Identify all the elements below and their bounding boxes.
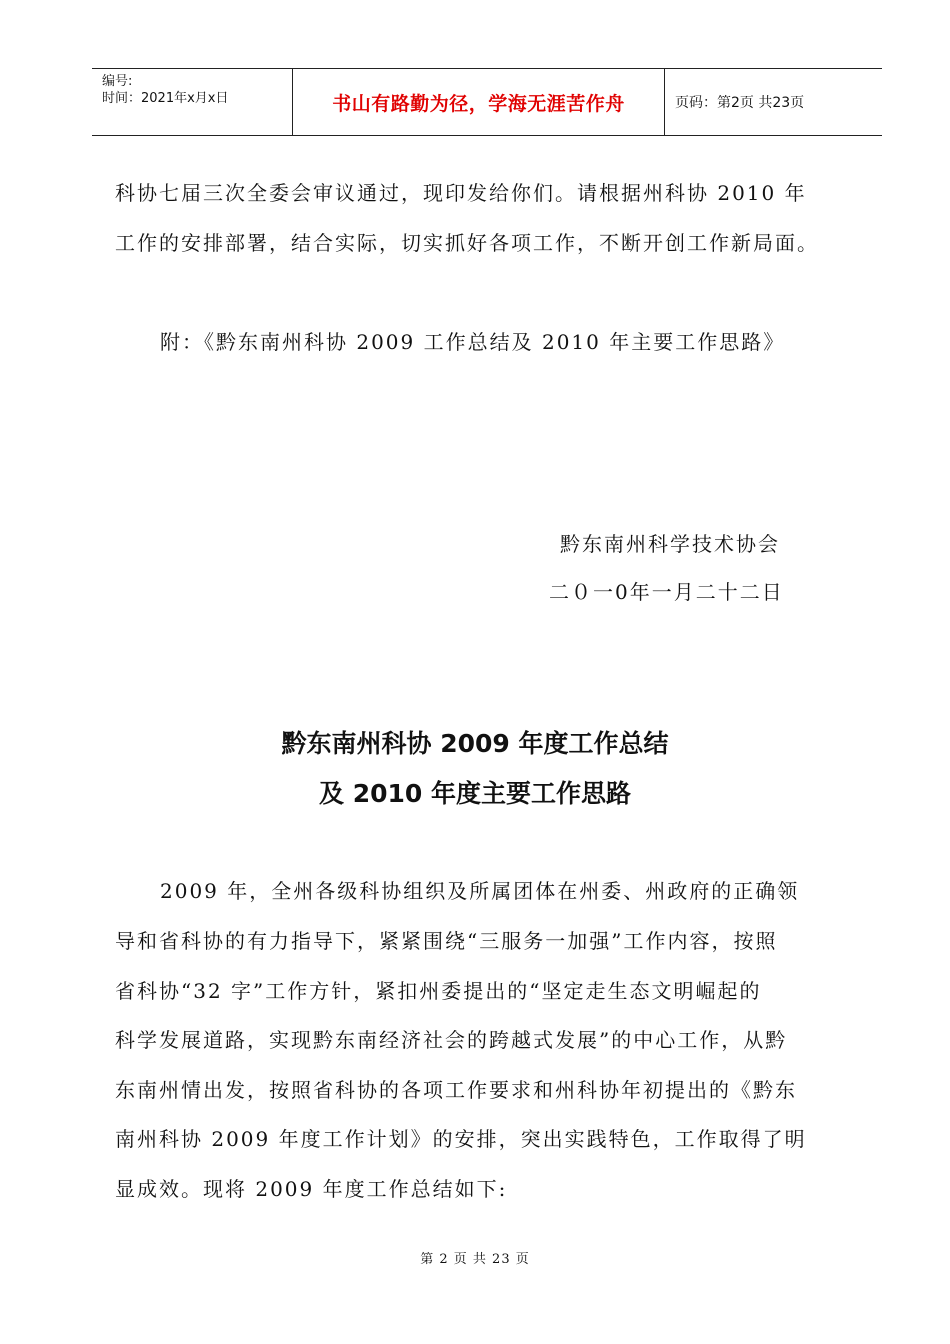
header-motto-cell [293, 69, 665, 135]
summary-line: 省科协“32 字”工作方针，紧扣州委提出的“坚定走生态文明崛起的 [115, 979, 762, 1003]
paragraph-line: 工作的安排部署，结合实际，切实抓好各项工作，不断开创工作新局面。 [115, 231, 819, 255]
page-header [92, 68, 882, 136]
summary-line: 科学发展道路，实现黔东南经济社会的跨越式发展”的中心工作，从黔 [115, 1028, 788, 1052]
attachment-line: 附：《黔东南州科协 2009 工作总结及 2010 年主要工作思路》 [160, 330, 786, 354]
serial-label: 编号: [102, 74, 133, 89]
summary-line: 东南州情出发，按照省科协的各项工作要求和州科协年初提出的《黔东 [115, 1078, 797, 1102]
paragraph-line: 科协七届三次全委会审议通过，现印发给你们。请根据州科协 2010 年 [115, 181, 807, 205]
signature-org: 黔东南州科学技术协会 [560, 532, 780, 556]
summary-line: 2009 年，全州各级科协组织及所属团体在州委、州政府的正确领 [160, 879, 800, 903]
document-subtitle: 及 2010 年度主要工作思路 [319, 779, 631, 808]
time-label: 时间：2021年x月x日 [102, 91, 229, 106]
header-motto: 书山有路勤为径，学海无涯苦作舟 [332, 92, 625, 115]
summary-line: 导和省科协的有力指导下，紧紧围绕“三服务一加强”工作内容，按照 [115, 929, 778, 953]
header-meta [92, 69, 293, 135]
summary-line: 显成效。现将 2009 年度工作总结如下: [115, 1177, 508, 1201]
summary-line: 南州科协 2009 年度工作计划》的安排，突出实践特色，工作取得了明 [115, 1127, 807, 1151]
page-footer: 第 2 页 共 23 页 [420, 1252, 530, 1267]
header-page-info: 页码：第2页 共23页 [675, 95, 805, 111]
document-title: 黔东南州科协 2009 年度工作总结 [281, 729, 669, 758]
header-page-info-cell [665, 69, 882, 135]
signature-date: 二０一0年一月二十二日 [549, 580, 784, 604]
